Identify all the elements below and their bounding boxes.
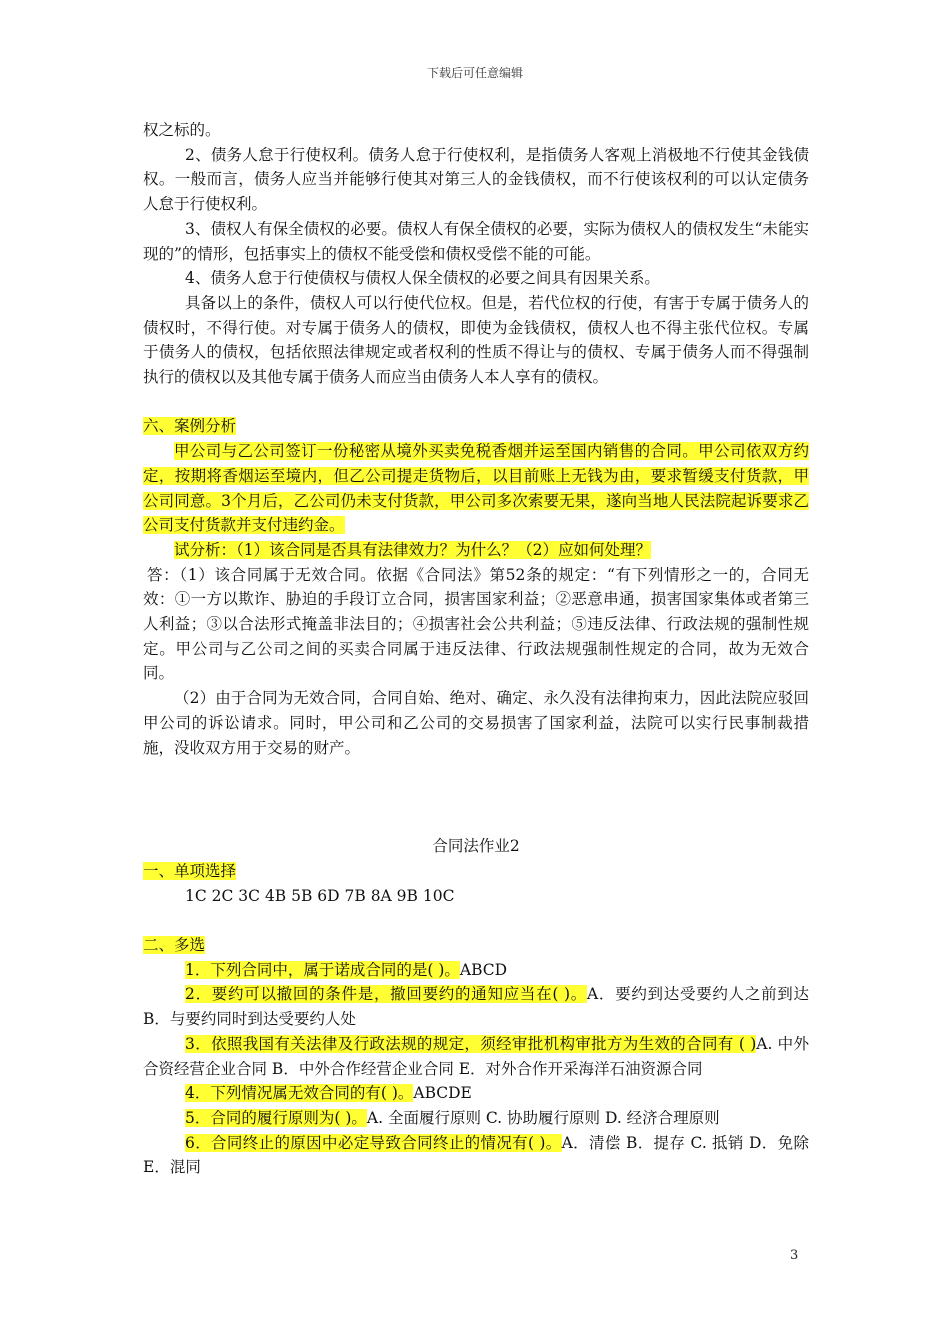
spacer — [143, 760, 809, 834]
page-number: 3 — [790, 1248, 799, 1263]
question-item — [143, 982, 809, 1031]
question-answer: A．清偿 B．提存 C. 抵销 D．免除 E．混同 — [143, 1133, 809, 1177]
question-item — [143, 958, 809, 983]
document-body — [143, 118, 809, 1180]
paragraph: 2、债务人怠于行使权利。债务人怠于行使权利，是指债务人客观上消极地不行使其金钱债权。一般而言，债务人应当并能够行使其对第三人的金钱债权，而不行使该权利的可以认定债务人怠于行使权利。 — [143, 145, 809, 214]
case-heading: 六、案例分析 — [143, 417, 237, 436]
paragraph: 3、债权人有保全债权的必要。债权人有保全债权的必要，实际为债权人的债权发生“未能实现的”的情形，包括事实上的债权不能受偿和债权受偿不能的可能。 — [143, 219, 809, 263]
question-item — [143, 1131, 809, 1180]
question-answer: A. 中外合资经营企业合同 B．中外合作经营企业合同 E．对外合作开采海洋石油资源合同 — [143, 1034, 809, 1078]
paragraph: 具备以上的条件，债权人可以行使代位权。但是，若代位权的行使，有害于专属于债务人的债权时，不得行使。对专属于债务人的债权，即使为金钱债权，债权人也不得主张代位权。专属于债务人的债权，包括依照法律规定或者权利的性质不得让与的债权、专属于债务人而不得强制执行的债权以及其他专属于债务人而应当由债务人本人享有的债权。 — [143, 293, 809, 387]
question-text: 3．依照我国有关法律及行政法规的规定，须经审批机构审批方为生效的合同有 ( ) — [185, 1034, 757, 1053]
page-header: 下载后可任意编辑 — [426, 66, 523, 80]
question-answer: ABCDE — [413, 1084, 472, 1103]
question-text: 4．下列情况属无效合同的有( )。 — [185, 1084, 414, 1103]
section-heading — [143, 859, 809, 884]
spacer — [143, 908, 809, 933]
question-text: 6．合同终止的原因中必定导致合同终止的情况有( )。 — [185, 1133, 562, 1152]
section-heading — [143, 933, 809, 958]
paragraph — [143, 439, 809, 538]
question-answer: ABCD — [459, 960, 508, 979]
case-facts: 甲公司与乙公司签订一份秘密从境外买卖免税香烟并运至国内销售的合同。甲公司依双方约定，按期将香烟运至境内，但乙公司提走货物后，以目前账上无钱为由，要求暂缓支付货款，甲公司同意。3个月后，乙公司仍未支付货款，甲公司多次索要无果，遂向当地人民法院起诉要求乙公司支付货款并支付违约金。 — [143, 442, 809, 535]
case-question: 试分析：（1）该合同是否具有法律效力？为什么？（2）应如何处理？ — [174, 540, 651, 559]
homework-title: 合同法作业2 — [432, 837, 520, 856]
question-text: 5．合同的履行原则为( )。 — [185, 1108, 367, 1127]
question-text: 2．要约可以撤回的条件是，撤回要约的通知应当在( )。 — [185, 985, 587, 1004]
paragraph — [143, 538, 809, 563]
section-heading — [143, 414, 809, 439]
single-choice-answers: 1C 2C 3C 4B 5B 6D 7B 8A 9B 10C — [185, 886, 455, 905]
multi-choice-heading: 二、多选 — [143, 936, 206, 955]
question-item — [143, 1106, 809, 1131]
spacer — [143, 390, 809, 415]
paragraph: 权之标的。 — [143, 121, 221, 139]
answer-paragraph: 答：（1）该合同属于无效合同。依据《合同法》第52条的规定：“有下列情形之一的，合同无效：①一方以欺诈、胁迫的手段订立合同，损害国家利益；②恶意串通，损害国家集体或者第三人利益；③以合法形式掩盖非法目的；④损害社会公共利益；⑤违反法律、行政法规的强制性规定。甲公司与乙公司之间的买卖合同属于违反法律、行政法规强制性规定的合同，故为无效合同。 — [143, 565, 809, 683]
question-item — [143, 1032, 809, 1081]
question-item — [143, 1081, 809, 1106]
question-answer: A. 全面履行原则 C. 协助履行原则 D. 经济合理原则 — [366, 1108, 720, 1127]
single-choice-heading: 一、单项选择 — [143, 861, 237, 880]
paragraph: 4、债务人怠于行使债权与债权人保全债权的必要之间具有因果关系。 — [185, 269, 660, 288]
answer-paragraph: （2）由于合同为无效合同，合同自始、绝对、确定、永久没有法律拘束力，因此法院应驳回甲公司的诉讼请求。同时，甲公司和乙公司的交易损害了国家利益，法院可以实行民事制裁措施，没收双方用于交易的财产。 — [143, 689, 809, 757]
question-answer: A．要约到达受要约人之前到达 B．与要约同时到达受要约人处 — [143, 985, 809, 1029]
question-text: 1．下列合同中，属于诺成合同的是( )。 — [185, 960, 460, 979]
